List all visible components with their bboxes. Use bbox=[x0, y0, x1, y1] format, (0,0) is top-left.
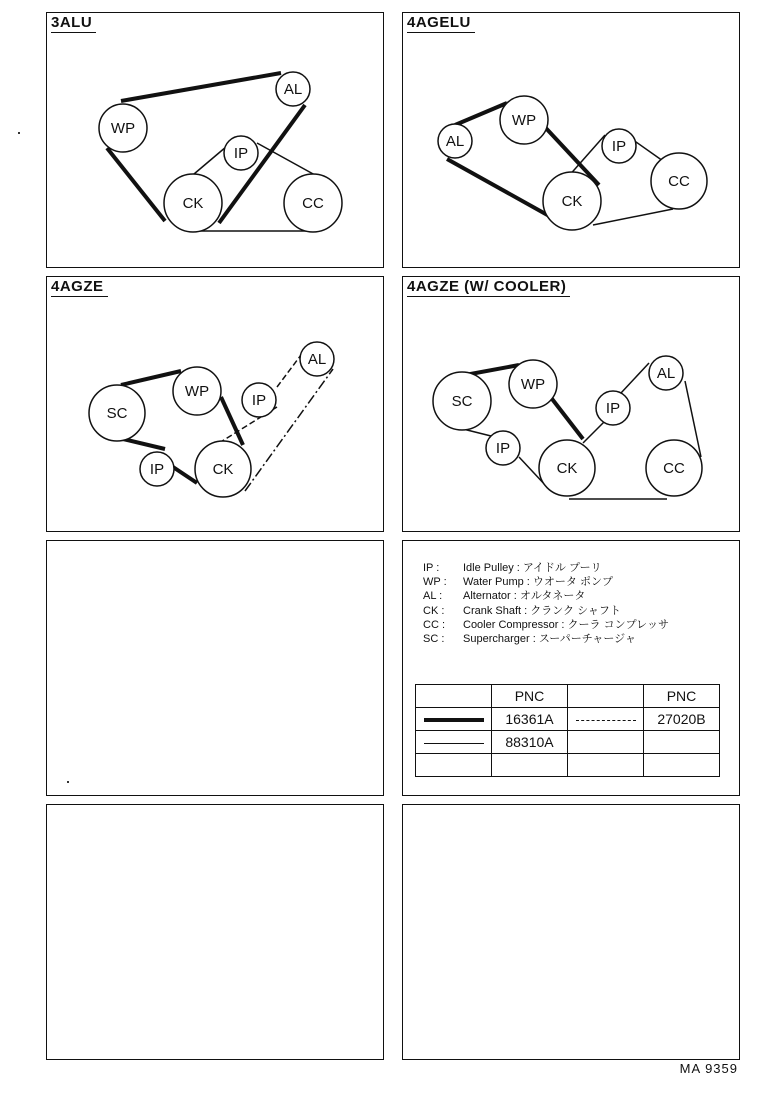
line-sample-thick bbox=[416, 708, 492, 731]
panel-4agelu bbox=[402, 12, 740, 268]
pulley-label-al: AL bbox=[445, 133, 465, 150]
line-header-cell bbox=[568, 685, 644, 708]
legend-row: IP : Idle Pulley : アイドル プーリ bbox=[423, 562, 602, 574]
pnc-value: 27020B bbox=[644, 708, 720, 731]
pulley-label-cc: CC bbox=[663, 460, 685, 477]
pulley-label-cc: CC bbox=[668, 173, 690, 190]
belt-segment bbox=[221, 397, 243, 445]
panel-4agze bbox=[46, 276, 384, 532]
empty-cell bbox=[644, 754, 720, 777]
panel-legend bbox=[402, 540, 740, 796]
panel-title: 4AGZE (W/ COOLER) bbox=[407, 278, 570, 297]
panel-title: 4AGELU bbox=[407, 14, 475, 33]
belt-segment bbox=[447, 159, 551, 217]
panel-empty-bottom-left bbox=[46, 804, 384, 1060]
legend-row: SC : Supercharger : スーパーチャージャ bbox=[423, 633, 636, 646]
panel-title: 3ALU bbox=[51, 14, 96, 33]
belt-diagram-3alu bbox=[47, 13, 385, 269]
panel-title: 4AGZE bbox=[51, 278, 108, 297]
pulley-label-ck: CK bbox=[212, 461, 234, 478]
line-header-cell bbox=[416, 685, 492, 708]
pnc-header: PNC bbox=[644, 685, 720, 708]
belt-segment bbox=[107, 148, 165, 221]
belt-diagram-4agze-cooler bbox=[403, 277, 741, 533]
empty-cell bbox=[492, 754, 568, 777]
legend-row: CC : Cooler Compressor : クーラ コンプレッサ bbox=[423, 618, 670, 631]
panel-empty-bottom-right bbox=[402, 804, 740, 1060]
pulley-label-cc: CC bbox=[302, 195, 324, 212]
pnc-header: PNC bbox=[492, 685, 568, 708]
pulley-label-al: AL bbox=[656, 365, 676, 382]
speck bbox=[18, 132, 20, 134]
panel-empty-left bbox=[46, 540, 384, 796]
belt-segment bbox=[121, 371, 181, 385]
speck bbox=[67, 781, 69, 783]
belt-segment bbox=[621, 363, 649, 393]
pulley-label-ip: IP bbox=[611, 138, 627, 155]
empty-cell bbox=[568, 754, 644, 777]
legend-row: AL : Alternator : オルタネータ bbox=[423, 590, 586, 603]
belt-segment bbox=[173, 467, 197, 483]
figure-code: MA 9359 bbox=[679, 1061, 738, 1076]
pnc-value: 88310A bbox=[492, 731, 568, 754]
empty-cell bbox=[568, 731, 644, 754]
belt-diagram-4agze bbox=[47, 277, 385, 533]
belt-segment bbox=[277, 355, 301, 387]
pulley-label-ip: IP bbox=[495, 440, 511, 457]
pulley-label-al: AL bbox=[283, 81, 303, 98]
pulley-label-wp: WP bbox=[110, 120, 136, 137]
empty-cell bbox=[644, 731, 720, 754]
pulley-label-wp: WP bbox=[511, 112, 537, 129]
pulley-label-ck: CK bbox=[556, 460, 578, 477]
legend bbox=[423, 561, 669, 646]
pulley-label-ip: IP bbox=[251, 392, 267, 409]
line-sample-thin bbox=[416, 731, 492, 754]
pnc-table bbox=[415, 684, 720, 777]
empty-cell bbox=[416, 754, 492, 777]
pnc-value: 16361A bbox=[492, 708, 568, 731]
pulley-label-sc: SC bbox=[106, 405, 128, 422]
belt-segment bbox=[549, 395, 583, 439]
pulley-label-ip: IP bbox=[605, 400, 621, 417]
pulley-label-ip: IP bbox=[233, 145, 249, 162]
pulley-label-ck: CK bbox=[182, 195, 204, 212]
belt-segment bbox=[121, 73, 281, 101]
belt-segment bbox=[455, 103, 507, 125]
pulley-label-ip: IP bbox=[149, 461, 165, 478]
pulley-label-al: AL bbox=[307, 351, 327, 368]
pulley-label-wp: WP bbox=[184, 383, 210, 400]
legend-row: WP : Water Pump : ウオータ ポンプ bbox=[423, 576, 613, 589]
panel-3alu bbox=[46, 12, 384, 268]
line-sample-dashed bbox=[568, 708, 644, 731]
pulley-label-wp: WP bbox=[520, 376, 546, 393]
belt-segment bbox=[593, 209, 673, 225]
pulley-label-ck: CK bbox=[561, 193, 583, 210]
belt-segment bbox=[123, 439, 165, 449]
belt-diagram-4agelu bbox=[403, 13, 741, 269]
legend-row: CK : Crank Shaft : クランク シャフト bbox=[423, 604, 621, 617]
panel-4agze-cooler bbox=[402, 276, 740, 532]
pulley-label-sc: SC bbox=[451, 393, 473, 410]
